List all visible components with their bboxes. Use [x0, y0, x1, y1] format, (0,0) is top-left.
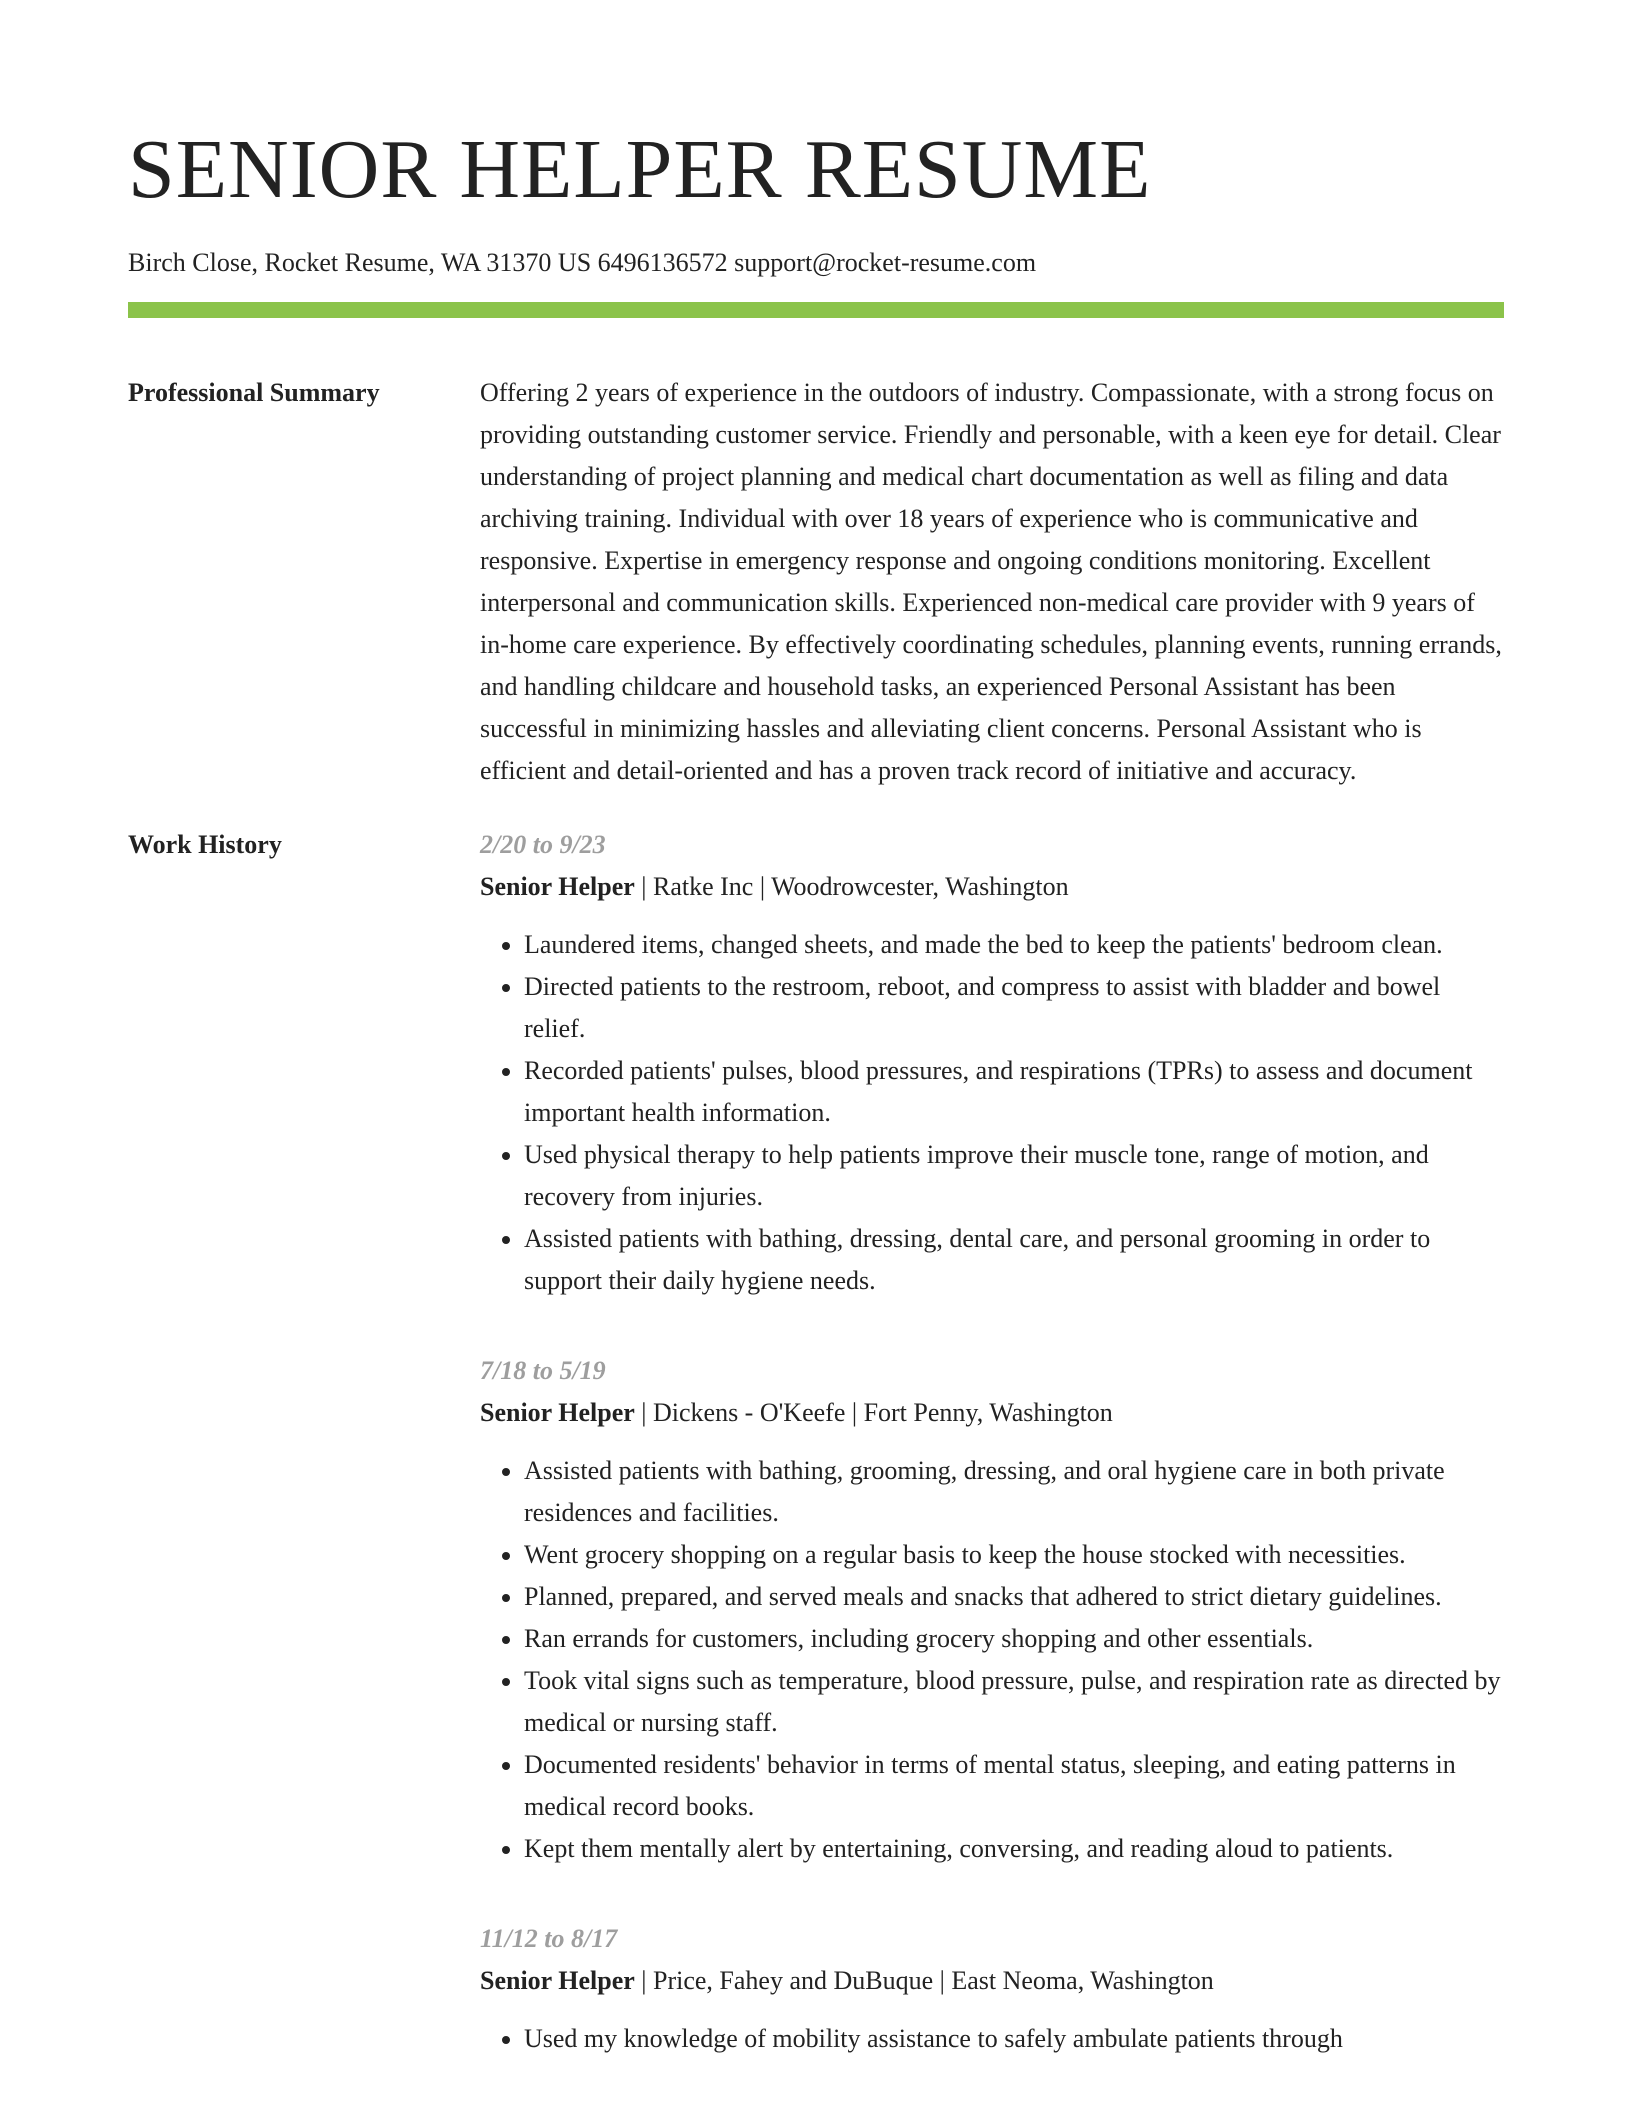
resume-page [128, 0, 1504, 2108]
job-title: Senior Helper [480, 872, 635, 901]
work-history-section [128, 824, 1504, 2108]
job-entry [480, 824, 1504, 1302]
job-details: | Dickens - O'Keefe | Fort Penny, Washington [634, 1398, 1113, 1427]
job-bullet: • Assisted patients with bathing, dressing, dental care, and personal grooming in order to support their daily hygiene needs. [524, 1218, 1504, 1302]
job-title-line [480, 1392, 1504, 1434]
job-details: | Ratke Inc | Woodrowcester, Washington [634, 872, 1069, 901]
accent-rule [128, 302, 1504, 318]
job-bullet: • Recorded patients' pulses, blood pressures, and respirations (TPRs) to assess and document important health information. [524, 1050, 1504, 1134]
job-bullet: • Took vital signs such as temperature, blood pressure, pulse, and respiration rate as directed by medical or nursing staff. [524, 1660, 1504, 1744]
job-details: | Price, Fahey and DuBuque | East Neoma, Washington [634, 1966, 1214, 1995]
job-dates: 2/20 to 9/23 [480, 830, 606, 859]
job-bullet: • Went grocery shopping on a regular basis to keep the house stocked with necessities. [524, 1534, 1504, 1576]
job-entry [480, 1350, 1504, 1870]
contact-line: Birch Close, Rocket Resume, WA 31370 US 6496136572 support@rocket-resume.com [128, 248, 1037, 277]
job-bullet: • Kept them mentally alert by entertaining, conversing, and reading aloud to patients. [524, 1828, 1504, 1870]
summary-label: Professional Summary [128, 378, 380, 407]
job-bullet-list [480, 2018, 1504, 2060]
job-bullet: • Directed patients to the restroom, reboot, and compress to assist with bladder and bowel relief. [524, 966, 1504, 1050]
job-bullet: • Planned, prepared, and served meals and snacks that adhered to strict dietary guidelines. [524, 1576, 1504, 1618]
summary-body [480, 372, 1504, 792]
job-title: Senior Helper [480, 1398, 635, 1427]
job-dates: 11/12 to 8/17 [480, 1924, 618, 1953]
job-bullet: • Assisted patients with bathing, grooming, dressing, and oral hygiene care in both private residences and facilities. [524, 1450, 1504, 1534]
job-entry [480, 1918, 1504, 2060]
job-bullet: • Ran errands for customers, including grocery shopping and other essentials. [524, 1618, 1504, 1660]
summary-text: Offering 2 years of experience in the outdoors of industry. Compassionate, with a strong focus on providing outstanding customer service. Friendly and personable, with a keen eye for detail. Clear understanding of project planning and medical chart documentation as well as filing and data archiving training. Individual with over 18 years of experience who is communicative and responsive. Expertise in emergency response and ongoing conditions monitoring. Excellent interpersonal and communication skills. Experienced non-medical care provider with 9 years of in-home care experience. By effectively coordinating schedules, planning events, running errands, and handling childcare and household tasks, an experienced Personal Assistant has been successful in minimizing hassles and alleviating client concerns. Personal Assistant who is efficient and detail-oriented and has a proven track record of initiative and accuracy. [480, 378, 1502, 785]
job-bullet: • Documented residents' behavior in terms of mental status, sleeping, and eating patterns in medical record books. [524, 1744, 1504, 1828]
resume-title: SENIOR HELPER RESUME [128, 123, 1152, 216]
job-title-line [480, 866, 1504, 908]
summary-section [128, 372, 1504, 792]
work-history-body [480, 824, 1504, 2108]
job-bullet: • Used physical therapy to help patients improve their muscle tone, range of motion, and recovery from injuries. [524, 1134, 1504, 1218]
job-title: Senior Helper [480, 1966, 635, 1995]
job-bullet: • Laundered items, changed sheets, and made the bed to keep the patients' bedroom clean. [524, 924, 1504, 966]
job-bullet-list [480, 1450, 1504, 1870]
job-dates: 7/18 to 5/19 [480, 1356, 606, 1385]
job-bullet: • Used my knowledge of mobility assistance to safely ambulate patients through [524, 2018, 1504, 2060]
job-title-line [480, 1960, 1504, 2002]
work-history-label: Work History [128, 830, 282, 859]
job-bullet-list [480, 924, 1504, 1302]
